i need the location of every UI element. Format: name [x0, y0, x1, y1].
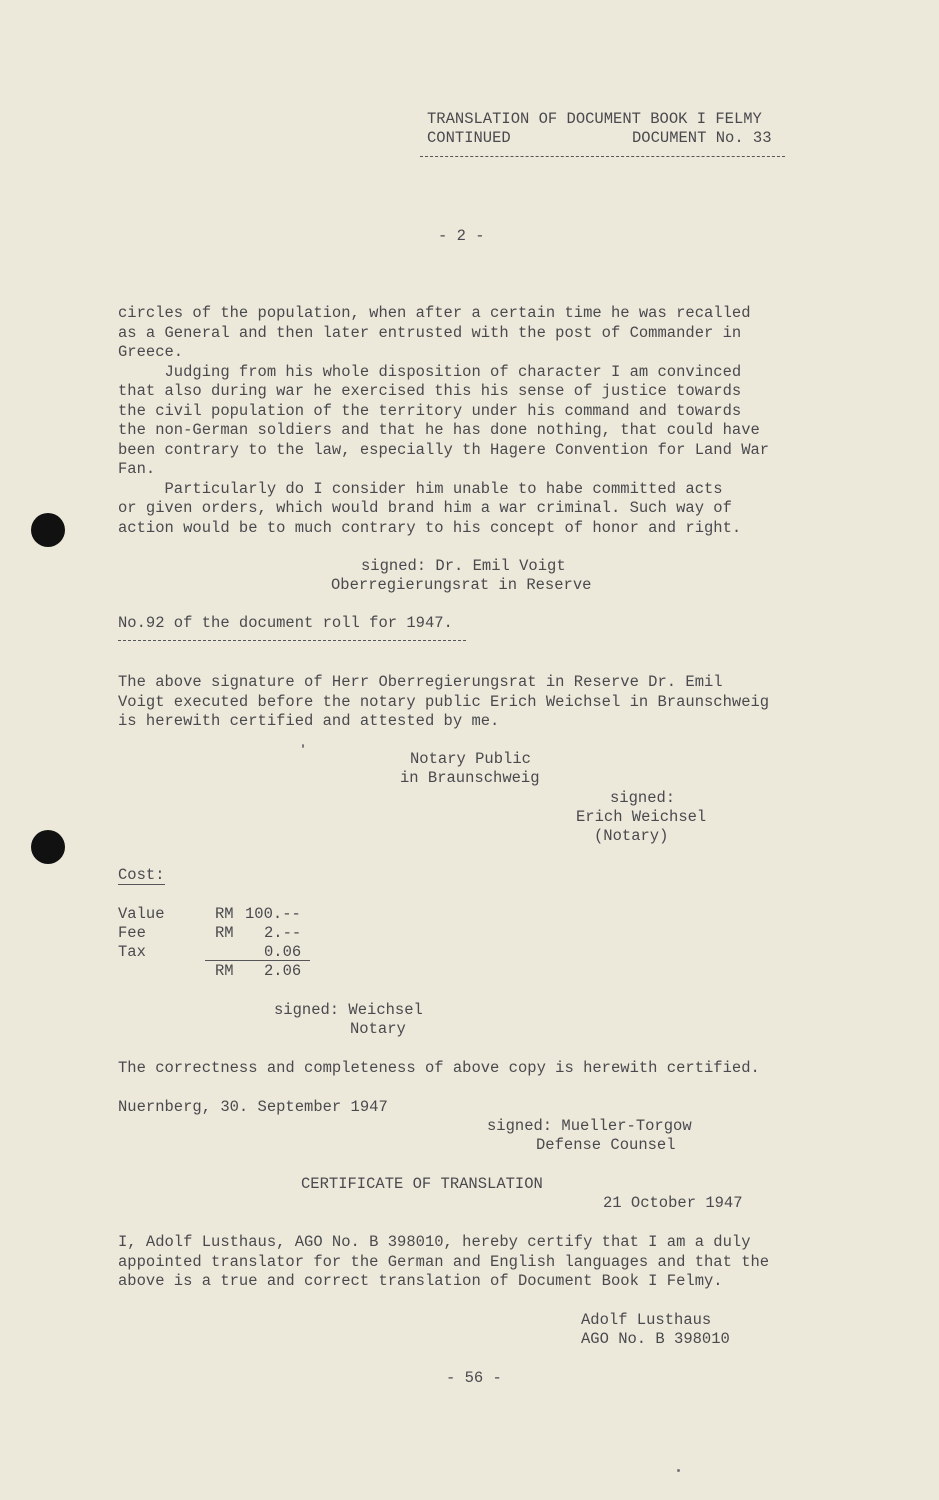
body-line: been contrary to the law, especially th Hagere Convention for Land War	[118, 440, 770, 459]
certificate-line: I, Adolf Lusthaus, AGO No. B 398010, hereby certify that I am a duly	[118, 1233, 751, 1251]
attest-line: Voigt executed before the notary public Erich Weichsel in Braunschweig	[118, 692, 770, 711]
body-line: that also during war he exercised this his sense of justice towards	[118, 382, 742, 400]
cost-currency: RM	[215, 924, 234, 942]
attest-line: The above signature of Herr Oberregierungsrat in Reserve Dr. Emil	[118, 673, 723, 691]
header-rule	[420, 156, 785, 157]
paper-speck	[302, 744, 304, 748]
cost-label: Tax	[118, 943, 146, 961]
cost-total: 2.06	[264, 962, 302, 980]
header-title: TRANSLATION OF DOCUMENT BOOK I FELMY	[427, 110, 762, 128]
page-marker: - 2 -	[438, 227, 485, 245]
header-continued: CONTINUED	[427, 129, 511, 147]
notary-name: Erich Weichsel	[576, 808, 707, 826]
cost-label: Value	[118, 905, 165, 923]
notary-place: in Braunschweig	[400, 769, 540, 787]
correctness-statement: The correctness and completeness of above copy is herewith certified.	[118, 1059, 760, 1077]
body-line: Particularly do I consider him unable to habe committed acts	[118, 479, 723, 498]
cost-label: Fee	[118, 924, 146, 942]
body-line: Judging from his whole disposition of character I am convinced	[118, 362, 742, 381]
body-line: the civil population of the territory under his command and towards	[118, 401, 742, 420]
certificate-line: above is a true and correct translation of Document Book I Felmy.	[118, 1272, 723, 1290]
cost-amount: 0.06	[264, 943, 302, 961]
notary-title: Notary Public	[410, 750, 531, 768]
signature-weichsel: signed: Weichsel	[274, 1001, 423, 1019]
signature-voigt-title: Oberregierungsrat in Reserve	[331, 576, 592, 594]
notary-signed: signed:	[610, 789, 676, 807]
attest-line: is herewith certified and attested by me.	[118, 712, 500, 730]
certificate-line: appointed translator for the German and English languages and that the	[118, 1252, 770, 1271]
body-line: action would be to much contrary to his concept of honor and right.	[118, 518, 742, 537]
cost-total-rule	[205, 960, 310, 961]
signature-defense: signed: Mueller-Torgow	[487, 1117, 692, 1135]
body-line: as a General and then later entrusted with the post of Commander in	[118, 323, 742, 342]
certificate-title: CERTIFICATE OF TRANSLATION	[301, 1175, 543, 1193]
place-date: Nuernberg, 30. September 1947	[118, 1098, 388, 1116]
punch-hole-lower	[31, 830, 65, 864]
cost-amount: 2.--	[264, 924, 302, 942]
cost-currency: RM	[215, 905, 234, 923]
roll-rule	[118, 640, 466, 641]
certificate-date: 21 October 1947	[603, 1194, 743, 1212]
signature-voigt: signed: Dr. Emil Voigt	[361, 557, 566, 575]
punch-hole-upper	[31, 513, 65, 547]
cost-total-currency: RM	[215, 962, 234, 980]
cost-amount: 100.--	[245, 905, 301, 923]
cost-heading	[118, 866, 165, 886]
body-line: or given orders, which would brand him a war criminal. Such way of	[118, 499, 732, 517]
body-line: Fan.	[118, 460, 156, 478]
header-document-number: DOCUMENT No. 33	[632, 129, 772, 147]
page-number: - 56 -	[446, 1369, 502, 1387]
cost-heading-text: Cost:	[118, 866, 165, 884]
notary-role: (Notary)	[594, 827, 669, 845]
signature-defense-role: Defense Counsel	[536, 1136, 676, 1154]
body-line: circles of the population, when after a certain time he was recalled	[118, 304, 751, 322]
paper-speck	[677, 1469, 680, 1472]
translator-name: Adolf Lusthaus	[581, 1311, 712, 1329]
signature-weichsel-role: Notary	[350, 1020, 406, 1038]
body-line: the non-German soldiers and that he has done nothing, that could have	[118, 421, 760, 439]
body-line: Greece.	[118, 343, 184, 361]
translator-ago: AGO No. B 398010	[581, 1330, 730, 1348]
document-roll: No.92 of the document roll for 1947.	[118, 614, 453, 632]
